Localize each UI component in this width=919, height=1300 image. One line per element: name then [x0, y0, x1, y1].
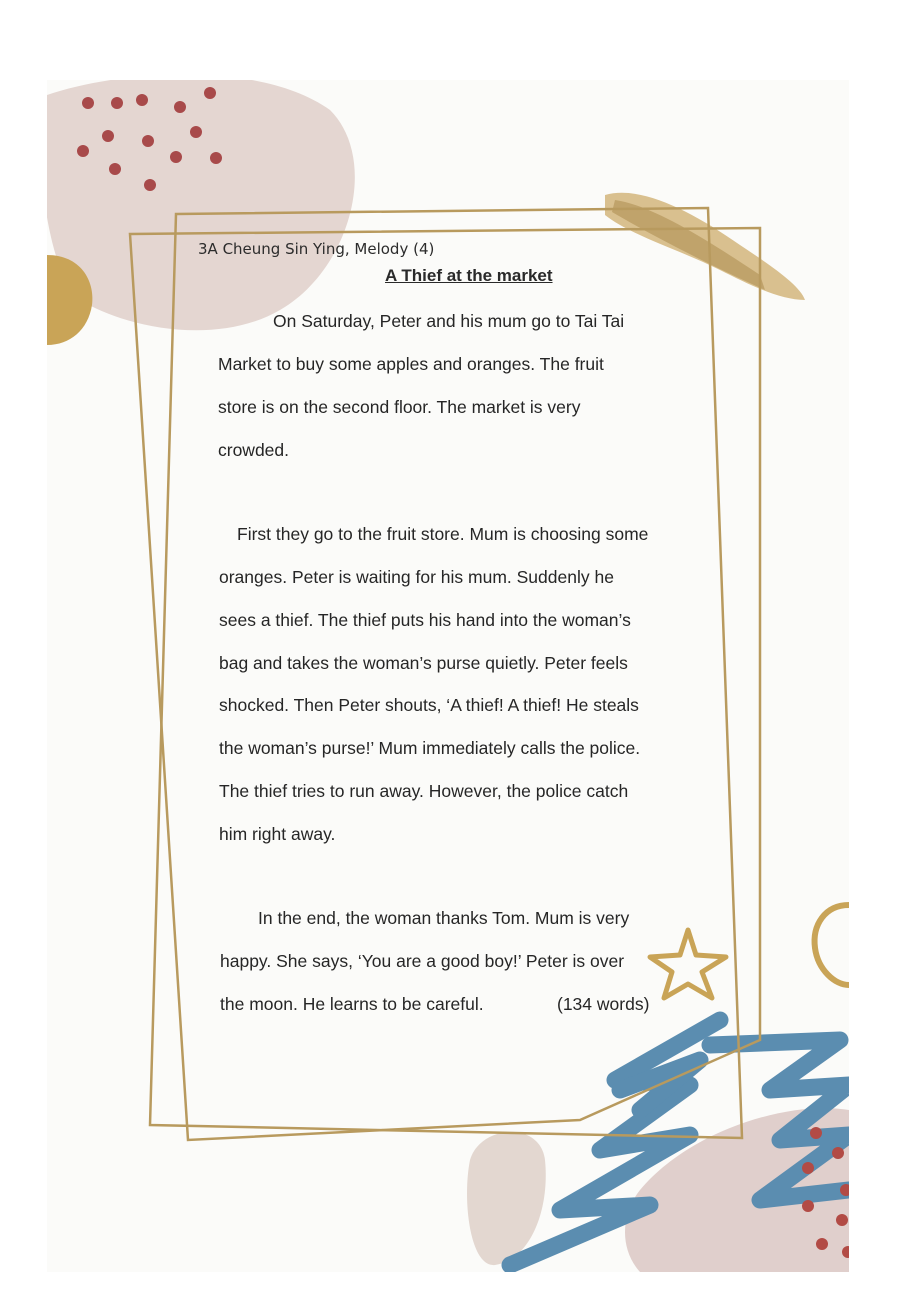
text-line: store is on the second floor. The market is very: [218, 397, 581, 417]
word-count: (134 words): [557, 994, 650, 1014]
text-line: sees a thief. The thief puts his hand into the woman’s: [219, 610, 631, 630]
text-line: In the end, the woman thanks Tom. Mum is very: [258, 908, 630, 928]
text-line: The thief tries to run away. However, the police catch: [219, 781, 629, 801]
text-line: bag and takes the woman’s purse quietly. Peter feels: [219, 653, 628, 673]
text-line: Market to buy some apples and oranges. The fruit: [218, 354, 604, 374]
text-line: oranges. Peter is waiting for his mum. Suddenly he: [219, 567, 614, 587]
text-line: the moon. He learns to be careful.: [220, 994, 484, 1014]
text-line: shocked. Then Peter shouts, ‘A thief! A thief! He steals: [219, 695, 639, 715]
text-line: crowded.: [218, 440, 290, 460]
gold-ring: [815, 905, 849, 985]
text-line: happy. She says, ‘You are a good boy!’ Peter is over: [220, 951, 625, 971]
text-line: On Saturday, Peter and his mum go to Tai Tai: [273, 311, 625, 331]
text-line: First they go to the fruit store. Mum is choosing some: [237, 524, 649, 544]
star-icon: [650, 930, 726, 998]
beige-blob: [467, 1132, 546, 1265]
text-line: the woman’s purse!’ Mum immediately calls the police.: [219, 738, 641, 758]
author-line: 3A Cheung Sin Ying, Melody (4): [198, 240, 435, 258]
text-line: him right away.: [219, 824, 336, 844]
story-title: A Thief at the market: [385, 266, 553, 285]
